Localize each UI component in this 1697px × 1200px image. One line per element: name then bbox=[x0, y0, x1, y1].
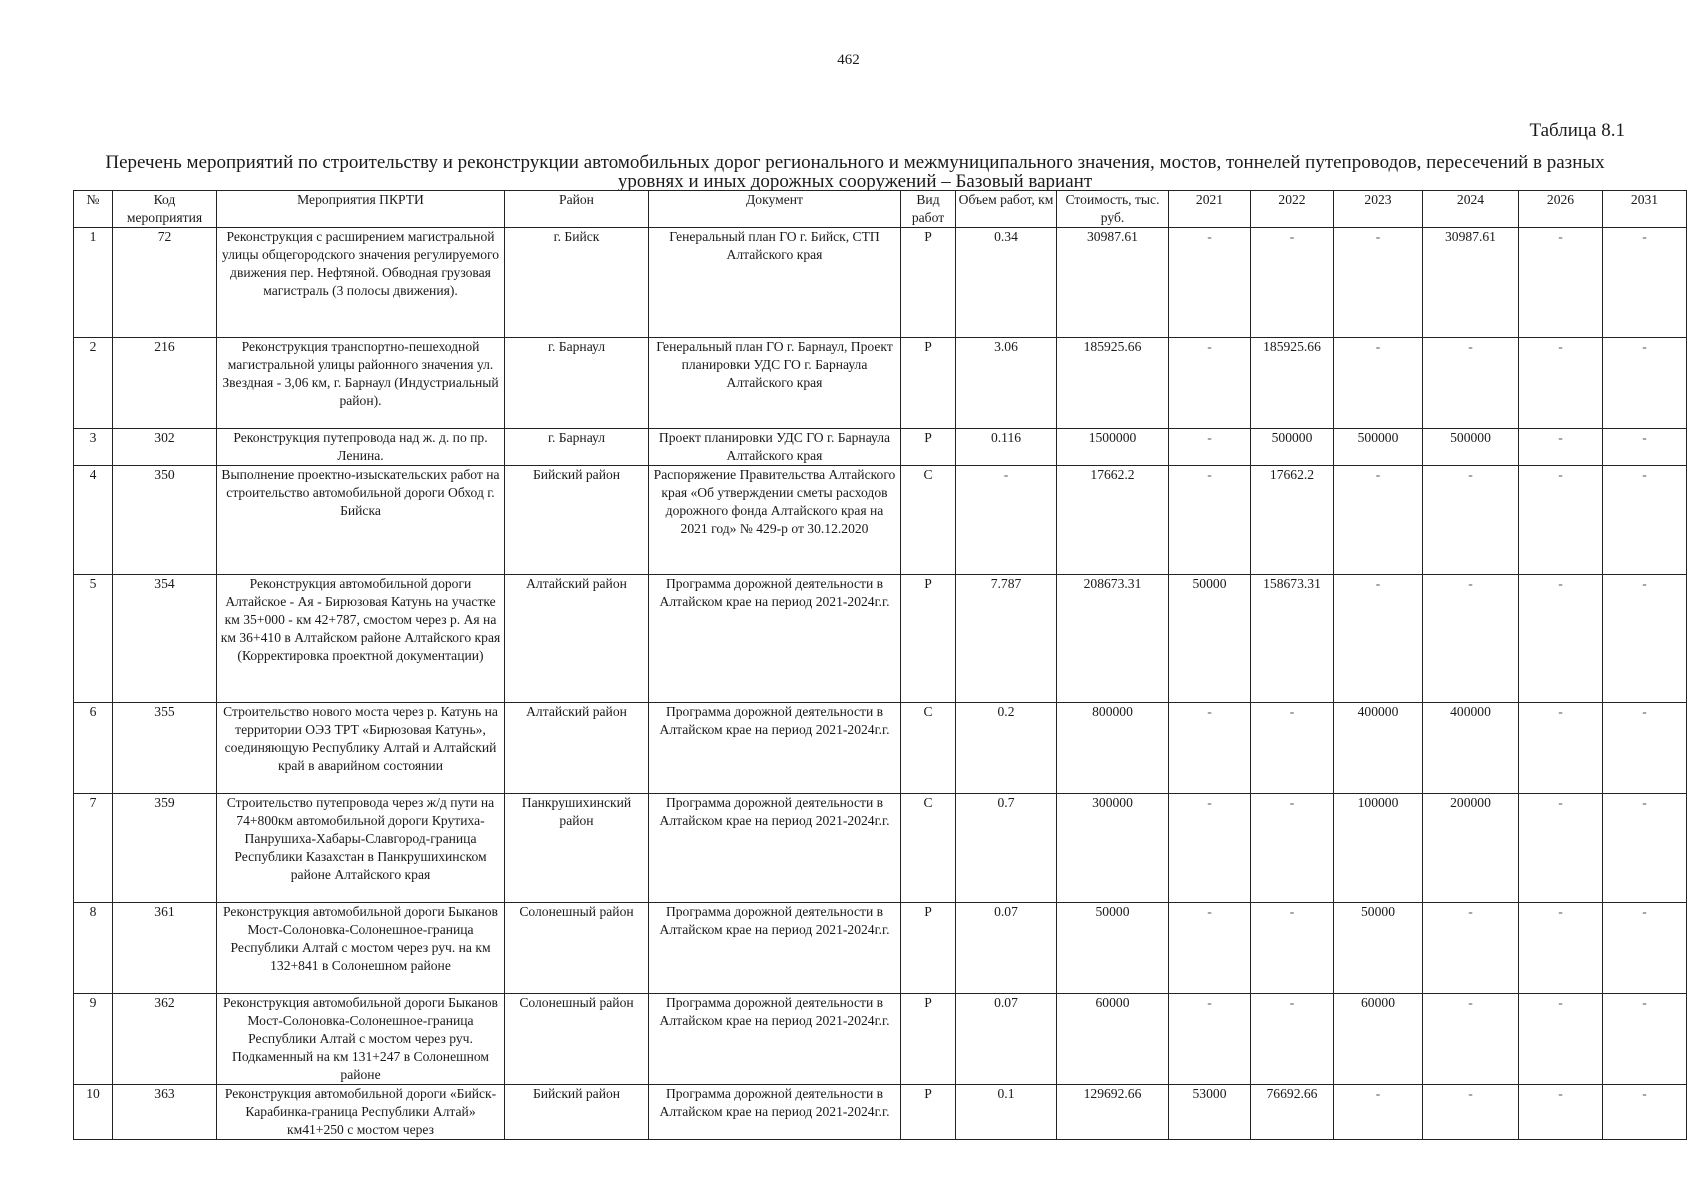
cell-document: Распоряжение Правительства Алтайского края «Об утверждении сметы расходов дорожного фонда Алтайского края на 2021 год» № 429-р от 30.12.2020 bbox=[649, 466, 901, 575]
table-header-row bbox=[74, 191, 1687, 228]
cell-work-type: С bbox=[901, 794, 956, 903]
cell-2026: - bbox=[1519, 338, 1603, 429]
col-header-2031: 2031 bbox=[1603, 191, 1687, 228]
cell-2022: - bbox=[1251, 994, 1334, 1085]
cell-volume: 0.07 bbox=[956, 994, 1057, 1085]
cell-2021: - bbox=[1169, 903, 1251, 994]
cell-district: Бийский район bbox=[505, 466, 649, 575]
cell-2022: 500000 bbox=[1251, 429, 1334, 466]
cell-cost: 208673.31 bbox=[1057, 575, 1169, 703]
cell-cost: 1500000 bbox=[1057, 429, 1169, 466]
cell-work-type: С bbox=[901, 703, 956, 794]
cell-num: 4 bbox=[74, 466, 113, 575]
cell-num: 6 bbox=[74, 703, 113, 794]
cell-num: 7 bbox=[74, 794, 113, 903]
cell-2024: 30987.61 bbox=[1423, 228, 1519, 338]
cell-2031: - bbox=[1603, 903, 1687, 994]
cell-document: Программа дорожной деятельности в Алтайском крае на период 2021-2024г.г. bbox=[649, 794, 901, 903]
col-header-work-type: Вид работ bbox=[901, 191, 956, 228]
table-label: Таблица 8.1 bbox=[1529, 120, 1625, 141]
cell-2022: - bbox=[1251, 703, 1334, 794]
cell-2024: 500000 bbox=[1423, 429, 1519, 466]
cell-event: Реконструкция автомобильной дороги Быканов Мост-Солоновка-Солонешное-граница Республики Алтай с мостом через руч. на км 132+841 в Солонешном районе bbox=[217, 903, 505, 994]
cell-2023: 400000 bbox=[1334, 703, 1423, 794]
cell-2024: - bbox=[1423, 903, 1519, 994]
cell-2021: 50000 bbox=[1169, 575, 1251, 703]
table-row bbox=[74, 429, 1687, 466]
cell-code: 354 bbox=[113, 575, 217, 703]
cell-2022: - bbox=[1251, 228, 1334, 338]
table-row bbox=[74, 703, 1687, 794]
table-row bbox=[74, 228, 1687, 338]
cell-cost: 300000 bbox=[1057, 794, 1169, 903]
cell-event: Реконструкция с расширением магистральной улицы общегородского значения регулируемого движения пер. Нефтяной. Обводная грузовая магистраль (3 полосы движения). bbox=[217, 228, 505, 338]
cell-document: Программа дорожной деятельности в Алтайском крае на период 2021-2024г.г. bbox=[649, 994, 901, 1085]
cell-2024: 200000 bbox=[1423, 794, 1519, 903]
cell-document: Генеральный план ГО г. Бийск, СТП Алтайского края bbox=[649, 228, 901, 338]
cell-2031: - bbox=[1603, 338, 1687, 429]
cell-cost: 30987.61 bbox=[1057, 228, 1169, 338]
cell-code: 302 bbox=[113, 429, 217, 466]
cell-2026: - bbox=[1519, 794, 1603, 903]
cell-2023: - bbox=[1334, 575, 1423, 703]
cell-document: Программа дорожной деятельности в Алтайском крае на период 2021-2024г.г. bbox=[649, 903, 901, 994]
cell-volume: 0.34 bbox=[956, 228, 1057, 338]
table-row bbox=[74, 575, 1687, 703]
cell-2026: - bbox=[1519, 1085, 1603, 1140]
cell-2021: - bbox=[1169, 338, 1251, 429]
cell-document: Программа дорожной деятельности в Алтайском крае на период 2021-2024г.г. bbox=[649, 703, 901, 794]
cell-work-type: Р bbox=[901, 429, 956, 466]
cell-district: Бийский район bbox=[505, 1085, 649, 1140]
cell-num: 8 bbox=[74, 903, 113, 994]
cell-num: 3 bbox=[74, 429, 113, 466]
cell-num: 1 bbox=[74, 228, 113, 338]
table-row bbox=[74, 903, 1687, 994]
cell-event: Реконструкция автомобильной дороги Быканов Мост-Солоновка-Солонешное-граница Республики Алтай с мостом через руч. Подкаменный на км 131+247 в Солонешном районе bbox=[217, 994, 505, 1085]
cell-num: 10 bbox=[74, 1085, 113, 1140]
cell-code: 363 bbox=[113, 1085, 217, 1140]
cell-volume: 0.7 bbox=[956, 794, 1057, 903]
cell-2023: - bbox=[1334, 1085, 1423, 1140]
table-row bbox=[74, 338, 1687, 429]
cell-code: 350 bbox=[113, 466, 217, 575]
cell-volume: 0.116 bbox=[956, 429, 1057, 466]
cell-2031: - bbox=[1603, 466, 1687, 575]
cell-2026: - bbox=[1519, 575, 1603, 703]
cell-2026: - bbox=[1519, 429, 1603, 466]
cell-work-type: Р bbox=[901, 1085, 956, 1140]
cell-2031: - bbox=[1603, 794, 1687, 903]
cell-district: Солонешный район bbox=[505, 903, 649, 994]
cell-2023: - bbox=[1334, 228, 1423, 338]
cell-event: Строительство путепровода через ж/д пути на 74+800км автомобильной дороги Крутиха-Панрушиха-Хабары-Славгород-граница Республики Казахстан в Панкрушихинском районе Алтайского края bbox=[217, 794, 505, 903]
cell-2021: - bbox=[1169, 466, 1251, 575]
cell-2024: 400000 bbox=[1423, 703, 1519, 794]
cell-2022: 158673.31 bbox=[1251, 575, 1334, 703]
cell-2031: - bbox=[1603, 1085, 1687, 1140]
cell-2021: - bbox=[1169, 994, 1251, 1085]
cell-2023: 60000 bbox=[1334, 994, 1423, 1085]
cell-2026: - bbox=[1519, 994, 1603, 1085]
cell-num: 5 bbox=[74, 575, 113, 703]
col-header-2024: 2024 bbox=[1423, 191, 1519, 228]
cell-2022: 76692.66 bbox=[1251, 1085, 1334, 1140]
cell-2031: - bbox=[1603, 228, 1687, 338]
cell-event: Реконструкция транспортно-пешеходной магистральной улицы районного значения ул. Звездная - 3,06 км, г. Барнаул (Индустриальный район). bbox=[217, 338, 505, 429]
col-header-2023: 2023 bbox=[1334, 191, 1423, 228]
cell-cost: 800000 bbox=[1057, 703, 1169, 794]
col-header-district: Район bbox=[505, 191, 649, 228]
cell-2023: 100000 bbox=[1334, 794, 1423, 903]
col-header-2022: 2022 bbox=[1251, 191, 1334, 228]
cell-2024: - bbox=[1423, 575, 1519, 703]
col-header-volume: Объем работ, км bbox=[956, 191, 1057, 228]
cell-volume: 0.1 bbox=[956, 1085, 1057, 1140]
table-row bbox=[74, 994, 1687, 1085]
cell-2021: - bbox=[1169, 703, 1251, 794]
cell-cost: 60000 bbox=[1057, 994, 1169, 1085]
cell-2023: 50000 bbox=[1334, 903, 1423, 994]
cell-event: Реконструкция автомобильной дороги «Бийск-Карабинка-граница Республики Алтай» км41+250 с мостом через bbox=[217, 1085, 505, 1140]
cell-cost: 185925.66 bbox=[1057, 338, 1169, 429]
col-header-document: Документ bbox=[649, 191, 901, 228]
cell-work-type: Р bbox=[901, 338, 956, 429]
cell-num: 9 bbox=[74, 994, 113, 1085]
cell-2024: - bbox=[1423, 994, 1519, 1085]
cell-volume: - bbox=[956, 466, 1057, 575]
cell-2023: - bbox=[1334, 338, 1423, 429]
cell-district: Алтайский район bbox=[505, 703, 649, 794]
cell-district: Солонешный район bbox=[505, 994, 649, 1085]
cell-2031: - bbox=[1603, 429, 1687, 466]
cell-volume: 3.06 bbox=[956, 338, 1057, 429]
cell-document: Генеральный план ГО г. Барнаул, Проект планировки УДС ГО г. Барнаула Алтайского края bbox=[649, 338, 901, 429]
cell-2021: - bbox=[1169, 228, 1251, 338]
cell-cost: 50000 bbox=[1057, 903, 1169, 994]
col-header-num: № bbox=[74, 191, 113, 228]
cell-document: Проект планировки УДС ГО г. Барнаула Алтайского края bbox=[649, 429, 901, 466]
cell-2026: - bbox=[1519, 703, 1603, 794]
cell-volume: 7.787 bbox=[956, 575, 1057, 703]
cell-2026: - bbox=[1519, 466, 1603, 575]
table-title: Перечень мероприятий по строительству и реконструкции автомобильных дорог регионального и межмуниципального значения, мостов, тоннелей путепроводов, пересечений в разных уровнях и иных дорожных сооружений – Базовый вариант bbox=[105, 152, 1605, 192]
cell-document: Программа дорожной деятельности в Алтайском крае на период 2021-2024г.г. bbox=[649, 575, 901, 703]
cell-district: г. Барнаул bbox=[505, 338, 649, 429]
cell-district: Панкрушихинский район bbox=[505, 794, 649, 903]
cell-code: 355 bbox=[113, 703, 217, 794]
cell-2023: 500000 bbox=[1334, 429, 1423, 466]
cell-num: 2 bbox=[74, 338, 113, 429]
cell-2031: - bbox=[1603, 575, 1687, 703]
cell-volume: 0.2 bbox=[956, 703, 1057, 794]
cell-volume: 0.07 bbox=[956, 903, 1057, 994]
col-header-cost: Стоимость, тыс. руб. bbox=[1057, 191, 1169, 228]
cell-2024: - bbox=[1423, 466, 1519, 575]
cell-2023: - bbox=[1334, 466, 1423, 575]
cell-2021: 53000 bbox=[1169, 1085, 1251, 1140]
cell-2021: - bbox=[1169, 429, 1251, 466]
events-table bbox=[73, 190, 1687, 1140]
col-header-2026: 2026 bbox=[1519, 191, 1603, 228]
cell-code: 216 bbox=[113, 338, 217, 429]
cell-document: Программа дорожной деятельности в Алтайском крае на период 2021-2024г.г. bbox=[649, 1085, 901, 1140]
cell-work-type: Р bbox=[901, 575, 956, 703]
cell-2022: - bbox=[1251, 903, 1334, 994]
cell-2022: - bbox=[1251, 794, 1334, 903]
cell-work-type: Р bbox=[901, 994, 956, 1085]
cell-code: 361 bbox=[113, 903, 217, 994]
cell-event: Реконструкция путепровода над ж. д. по пр. Ленина. bbox=[217, 429, 505, 466]
cell-work-type: Р bbox=[901, 228, 956, 338]
cell-code: 362 bbox=[113, 994, 217, 1085]
cell-district: Алтайский район bbox=[505, 575, 649, 703]
table-row bbox=[74, 794, 1687, 903]
cell-2031: - bbox=[1603, 703, 1687, 794]
cell-event: Реконструкция автомобильной дороги Алтайское - Ая - Бирюзовая Катунь на участке км 35+000 - км 42+787, смостом через р. Ая на км 36+410 в Алтайском районе Алтайского края (Корректировка проектной документации) bbox=[217, 575, 505, 703]
cell-event: Строительство нового моста через р. Катунь на территории ОЭЗ ТРТ «Бирюзовая Катунь», соединяющую Республику Алтай и Алтайский край в аварийном состоянии bbox=[217, 703, 505, 794]
cell-work-type: С bbox=[901, 466, 956, 575]
cell-cost: 17662.2 bbox=[1057, 466, 1169, 575]
col-header-event: Мероприятия ПКРТИ bbox=[217, 191, 505, 228]
cell-2022: 185925.66 bbox=[1251, 338, 1334, 429]
cell-cost: 129692.66 bbox=[1057, 1085, 1169, 1140]
cell-2024: - bbox=[1423, 1085, 1519, 1140]
cell-2024: - bbox=[1423, 338, 1519, 429]
cell-2022: 17662.2 bbox=[1251, 466, 1334, 575]
cell-district: г. Барнаул bbox=[505, 429, 649, 466]
col-header-2021: 2021 bbox=[1169, 191, 1251, 228]
page-number: 462 bbox=[837, 52, 860, 68]
cell-2026: - bbox=[1519, 903, 1603, 994]
cell-district: г. Бийск bbox=[505, 228, 649, 338]
cell-code: 359 bbox=[113, 794, 217, 903]
table-row bbox=[74, 1085, 1687, 1140]
table-row bbox=[74, 466, 1687, 575]
cell-2026: - bbox=[1519, 228, 1603, 338]
cell-2031: - bbox=[1603, 994, 1687, 1085]
cell-work-type: Р bbox=[901, 903, 956, 994]
cell-code: 72 bbox=[113, 228, 217, 338]
col-header-code: Код мероприятия bbox=[113, 191, 217, 228]
cell-event: Выполнение проектно-изыскательских работ на строительство автомобильной дороги Обход г. Бийска bbox=[217, 466, 505, 575]
cell-2021: - bbox=[1169, 794, 1251, 903]
